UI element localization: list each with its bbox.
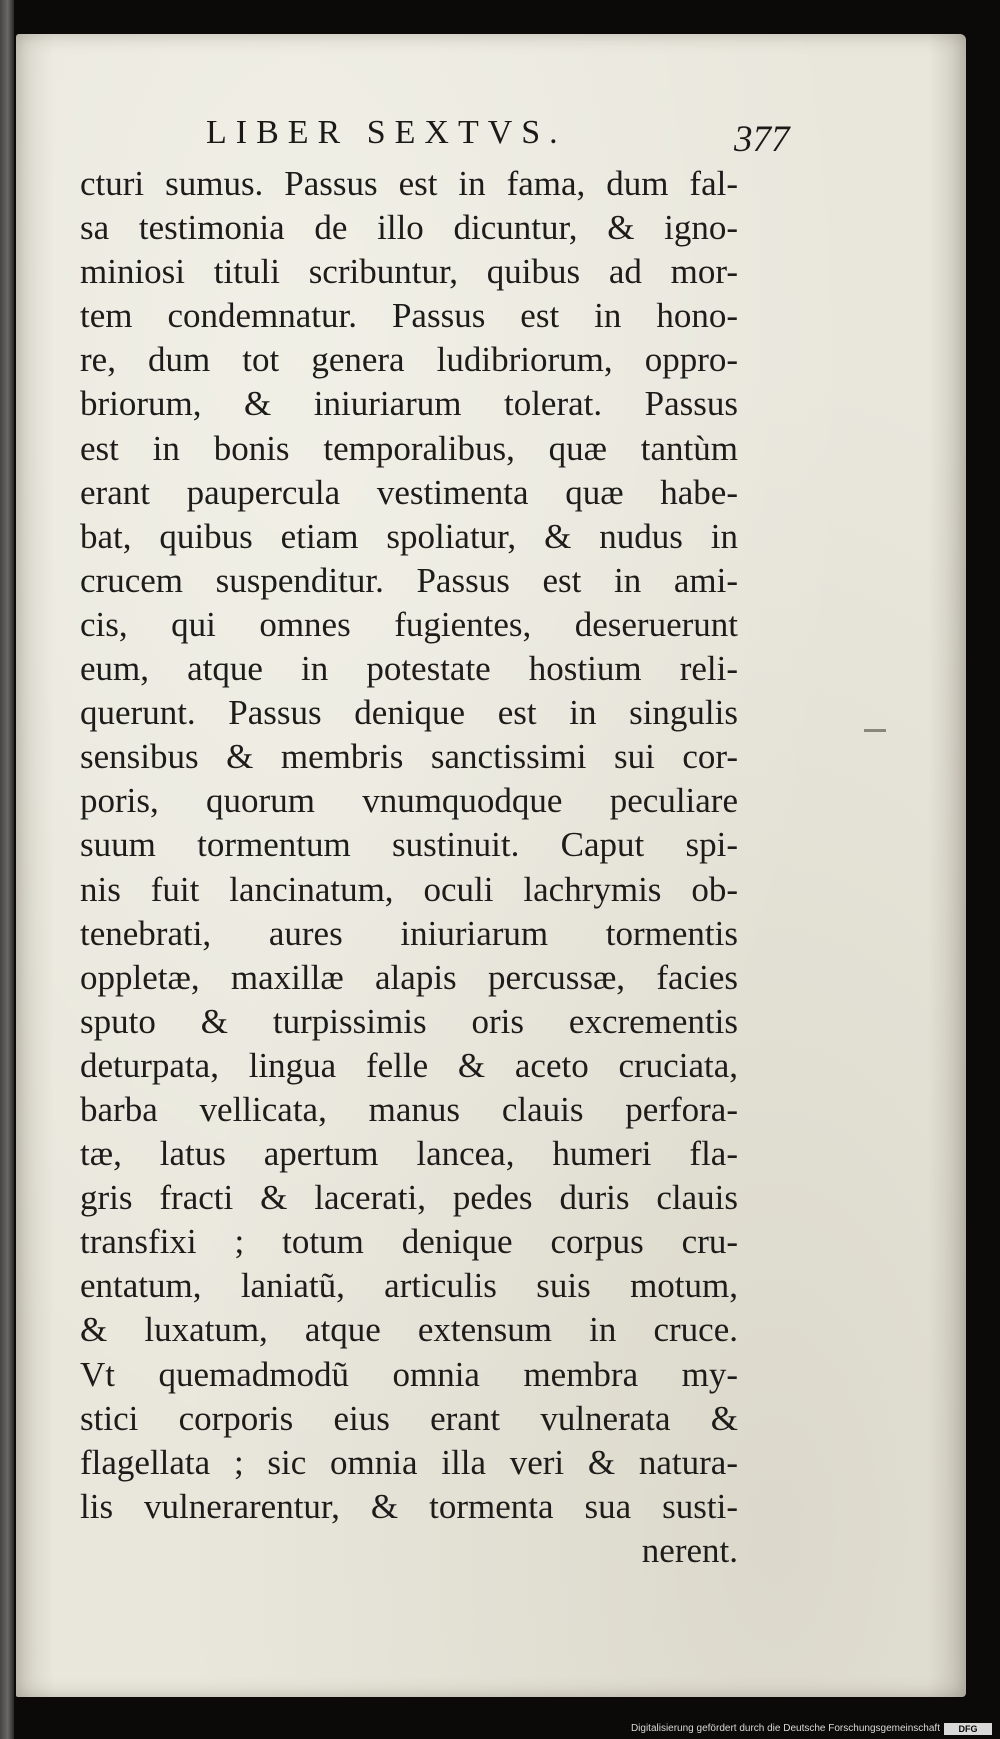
text-line: miniosi tituli scribuntur, quibus ad mor-	[80, 252, 738, 292]
text-line: sensibus & membris sanctissimi sui cor-	[80, 737, 738, 777]
book-page	[16, 34, 966, 1697]
text-line: erant paupercula vestimenta quæ habe-	[80, 472, 738, 512]
text-line: transfixi ; totum denique corpus cru-	[80, 1222, 738, 1262]
text-line: & luxatum, atque extensum in cruce.	[80, 1310, 738, 1350]
margin-mark	[864, 729, 886, 732]
text-line: re, dum tot genera ludibriorum, oppro-	[80, 340, 738, 380]
text-line: tem condemnatur. Passus est in hono-	[80, 296, 738, 336]
text-line: crucem suspenditur. Passus est in ami-	[80, 560, 738, 600]
dfg-logo: DFG	[944, 1723, 992, 1735]
text-line: deturpata, lingua felle & aceto cruciata,	[80, 1045, 738, 1085]
text-line: est in bonis temporalibus, quæ tantùm	[80, 428, 738, 468]
body-text	[80, 162, 738, 1573]
text-line: suum tormentum sustinuit. Caput spi-	[80, 825, 738, 865]
text-line: entatum, laniatũ, articulis suis motum,	[80, 1266, 738, 1306]
text-line: eum, atque in potestate hostium reli-	[80, 649, 738, 689]
text-line: briorum, & iniuriarum tolerat. Passus	[80, 384, 738, 424]
text-line: flagellata ; sic omnia illa veri & natura-	[80, 1442, 738, 1482]
text-line: nis fuit lancinatum, oculi lachrymis ob-	[80, 869, 738, 909]
funding-note: Digitalisierung gefördert durch die Deutsche Forschungsgemeinschaft	[630, 1723, 940, 1734]
text-line: cturi sumus. Passus est in fama, dum fal-	[80, 164, 738, 203]
text-line: barba vellicata, manus clauis perfora-	[80, 1089, 738, 1129]
text-line: tenebrati, aures iniuriarum tormentis	[80, 913, 738, 953]
book-edge	[0, 0, 14, 1739]
text-line: stici corporis eius erant vulnerata &	[80, 1398, 738, 1438]
text-line: poris, quorum vnumquodque peculiare	[80, 781, 738, 821]
text-line: cis, qui omnes fugientes, deseruerunt	[80, 604, 738, 644]
page-number: 377	[734, 119, 790, 160]
text-line: oppletæ, maxillæ alapis percussæ, facies	[80, 957, 738, 997]
running-head: LIBER SEXTVS.	[206, 114, 567, 151]
text-line: tæ, latus apertum lancea, humeri fla-	[80, 1134, 738, 1174]
text-line: Vt quemadmodũ omnia membra my-	[80, 1354, 738, 1394]
text-line: sa testimonia de illo dicuntur, & igno-	[80, 208, 738, 248]
text-line: sputo & turpissimis oris excrementis	[80, 1001, 738, 1041]
text-line: querunt. Passus denique est in singulis	[80, 693, 738, 733]
text-line: gris fracti & lacerati, pedes duris clauis	[80, 1178, 738, 1218]
catchword: nerent.	[641, 1530, 738, 1570]
text-line: lis vulnerarentur, & tormenta sua susti-	[80, 1486, 738, 1526]
text-line: bat, quibus etiam spoliatur, & nudus in	[80, 516, 738, 556]
